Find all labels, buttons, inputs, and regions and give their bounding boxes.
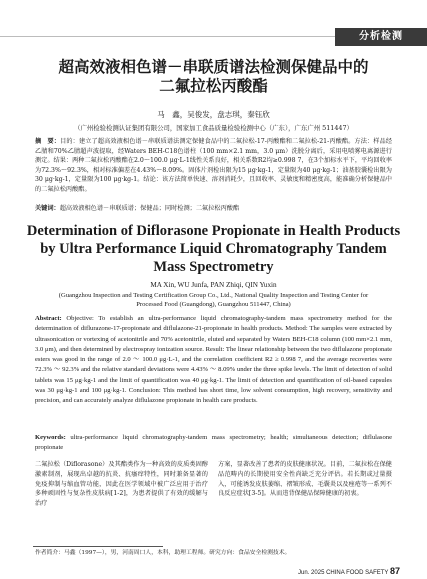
page-number: 87 [389,566,400,576]
abstract-cn-label: 摘 要： [35,138,61,145]
page-footer [260,566,400,576]
keywords-en-label: Keywords: [35,434,66,441]
title-cn-line-2: 二氟拉松丙酸酯 [159,77,268,95]
keywords-en-text: ultra-performance liquid chromatography-tandem mass spectrometry; health; simultaneous detection; diflulasone propionate [35,434,392,452]
authors-cn: 马 鑫，吴俊发，盘志琪，秦钰欣 [157,110,270,119]
body-column-right: 方案，显著改善了患者的皮肤健康状况。目前，二氟拉松在保健品范畴内的长期使用安全性尚缺乏充分评估。若长期或过量摄入，可能诱发皮肤萎缩、褶皱形成、毛囊炎以及痤疮等一系列不良反应症状[3-5]。从而违背保健品保障健康的初衷。 [218,461,392,498]
abstract-en-label: Abstract: [35,315,62,322]
page-header [0,0,427,54]
affiliation-cn: （广州检验检测认证集团有限公司，国家加工食品质量检验检测中心（广东），广东广州 511447） [74,124,353,132]
keywords-en [35,433,392,454]
title-cn-line-1: 超高效液相色谱－串联质谱法检测保健品中的 [58,58,369,76]
footer-date: Jun. 2025 [298,570,325,576]
title-en-line-3: Mass Spectrometry [153,259,274,275]
affiliation-en-line-1: (Guangzhou Inspection and Testing Certification Group Co., Ltd., National Quality Inspection and Testing Center for [58,292,369,299]
abstract-cn [35,137,392,195]
keywords-cn-label: 关键词： [35,205,60,212]
footnote: 作者简介：马鑫（1997—），男，河南周口人，本科，助理工程师。研究方向：食品安全检测技术。 [35,550,291,556]
authors-en: MA Xin, WU Junfa, PAN Zhiqi, QIN Yuxin [150,281,277,289]
body-column-left: 二氟拉松（Diflorasone）及其酯类作为一种高效的皮质类固醇激素制剂，展现出卓越的抗炎、抗瘙痒特性，同时兼备显著的免疫抑制与缩血管功能，因此在医学领域中被广泛应用于治疗多种顽固性与复杂性皮肤病[1-2]，为患者提供了有效的缓解与治疗 [35,461,208,508]
keywords-cn [35,204,392,214]
footnote-rule [33,546,163,547]
affiliation-en-line-2: Processed Food (Guangdong), Guangzhou 511447, China) [136,301,291,308]
footer-journal: CHINA FOOD SAFETY [326,570,389,576]
title-en-line-2: by Ultra Performance Liquid Chromatography Tandem [40,241,387,257]
keywords-cn-text: 超高效液相色谱－串联质谱；保健品；同时检测；二氟拉松丙酸酯 [59,205,240,212]
section-label: 分析检测 [335,28,427,46]
abstract-en-text: Objective: To establish an ultra-performance liquid chromatography-tandem mass spectrometry method for the determination of diflurazone-17-propionate and diflulazone-21-propionate in health products. Method: The samples were extracted by ultrasonication or vortexing of acetonitrile and 70% acetonitrile, eluted and separated by Waters BEH-C18 column (100 mm×2.1 mm, 3.0 μm), and then determined by electrospray ionization source. Result: The linear relationship between the two diflulazone propionate esters was good in the range of 2.0 ～ 100.0 μg·L-1, and the correlation coefficient R2 ≥ 0.998 7, and the average recoveries were 72.3% ～ 92.3% and the relative standard deviations were 4.43% ～ 8.09% under the three spike levels. The limit of detection of solid tablets was 15 μg·kg-1 and the limit of quantification was 40 μg·kg-1. The limit of detection and quantification of oil-based capsules was 30 μg·kg-1 and 100 μg·kg-1. Conclusion: This method has short time, low solvent consumption, high recovery, sensitivity and precision, and can accurately analyze diflulazone propionate in health care products. [35,315,392,405]
title-en-line-1: Determination of Diflorasone Propionate in Health Products [26,223,401,239]
abstract-en [35,314,392,407]
abstract-cn-text: 目的：建立了超高效液相色谱－串联质谱法测定保健食品中的二氟拉松-17-丙酸酯和二氟拉松-21-丙酸酯。方法：样品经乙腈和70%乙腈超声波提取，经Waters BEH-C18色谱柱（100 mm×2.1 mm，3.0 μm）洗脱分离后，采用电喷雾电离源进行测定。结果：两种二氟拉松丙酸酯在2.0～100.0 μg·L-1线性关系良好，相关系数R2均≥0.998 7，在3个加标水平下，平均回收率为72.3%～92.3%，相对标准偏差在4.43%～8.09%。固体片剂检出限为15 μg·kg-1，定量限为40 μg·kg-1；油基胶囊检出限为30 μg·kg-1，定量限为100 μg·kg-1。结论：该方法简单快速、溶剂消耗少，且回收率、灵敏度和精密度高，能准确分析保健品中的二氟拉松丙酸酯。 [35,138,393,193]
